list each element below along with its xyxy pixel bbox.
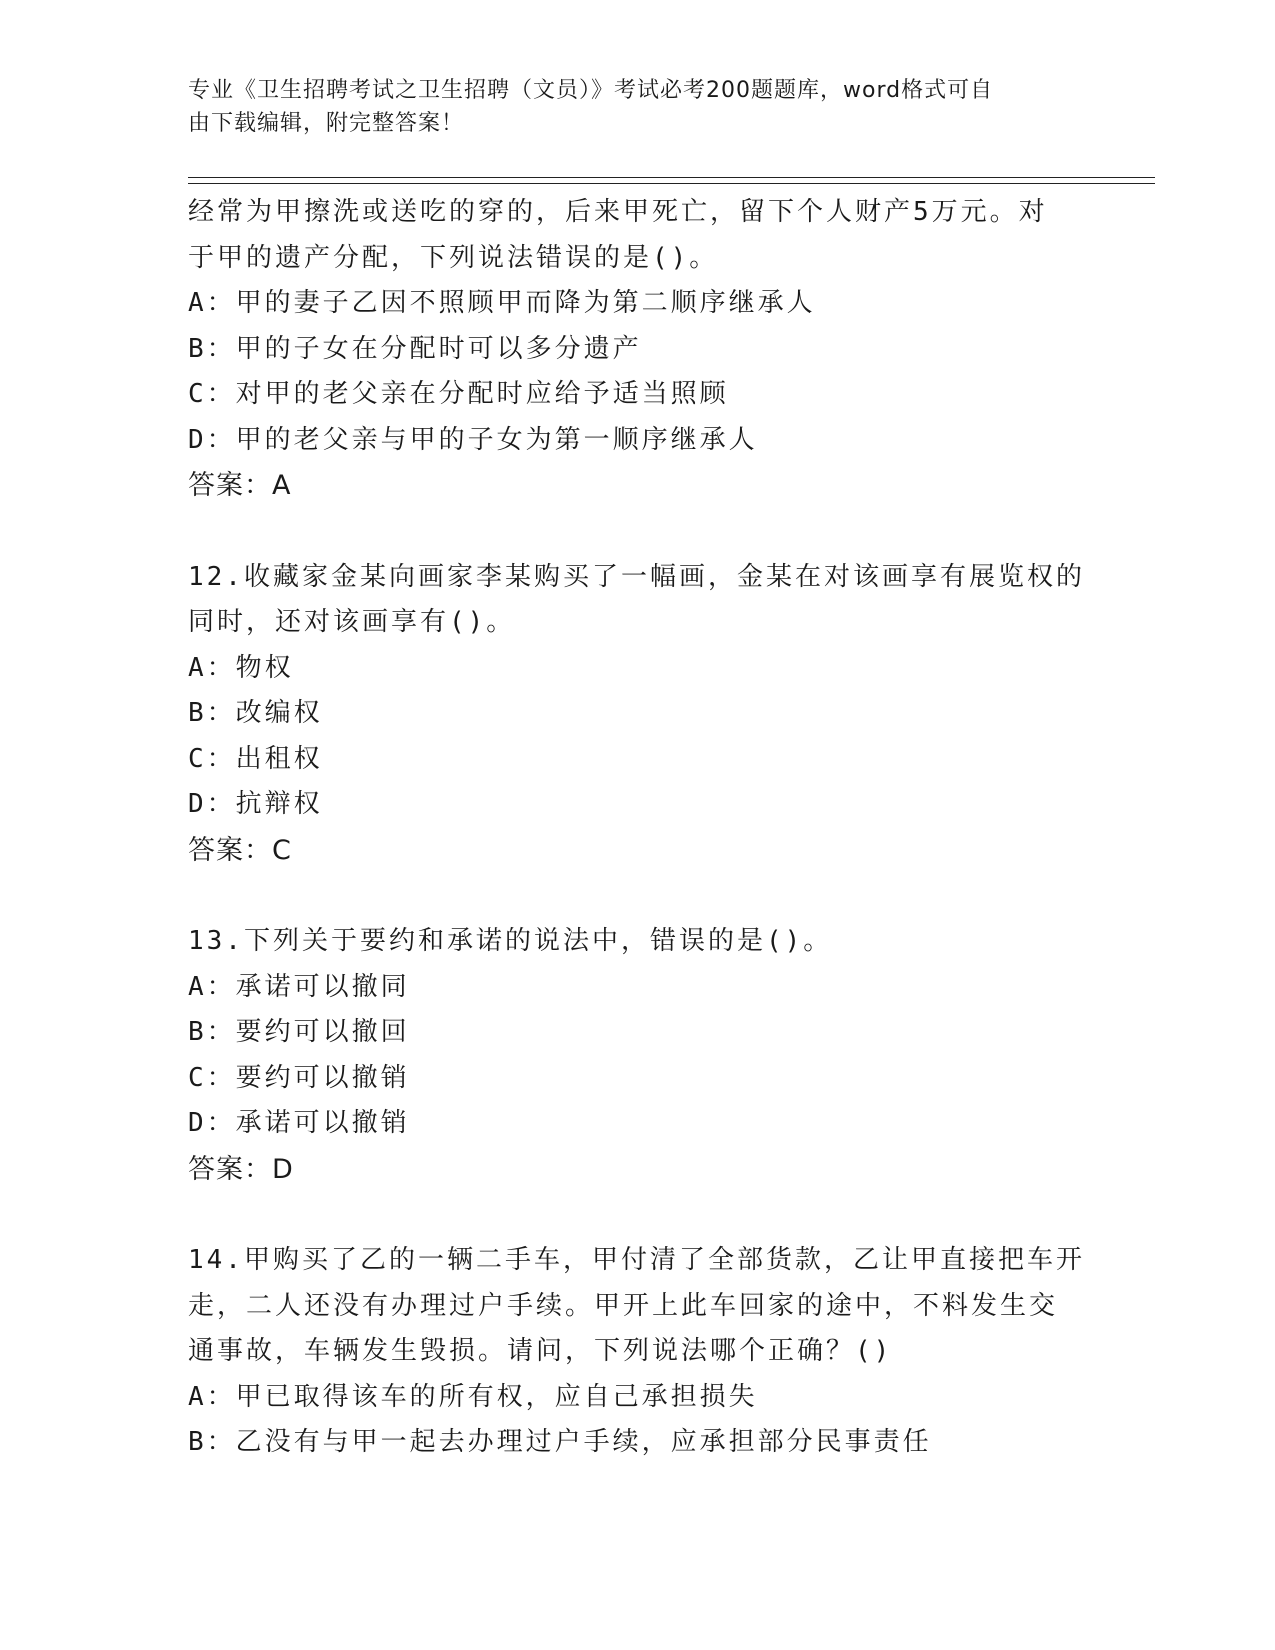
question-stem-line: 于甲的遗产分配，下列说法错误的是()。 <box>188 242 719 273</box>
question-13 <box>188 919 1188 1192</box>
question-stem-line: 12.收藏家金某向画家李某购买了一幅画，金某在对该画享有展览权的 <box>188 561 1085 592</box>
question-stem-line: 经常为甲擦洗或送吃的穿的，后来甲死亡，留下个人财产5万元。对 <box>188 197 1048 227</box>
header-divider-bottom <box>188 183 1155 184</box>
option-a: A：甲已取得该车的所有权，应自己承担损失 <box>188 1381 758 1412</box>
question-11 <box>188 190 1188 509</box>
option-a: A：承诺可以撤同 <box>188 971 410 1002</box>
question-spacer <box>188 1192 1188 1238</box>
option-d: D：抗辩权 <box>188 789 323 819</box>
document-body <box>188 190 1188 1466</box>
answer: 答案：A <box>188 470 292 501</box>
option-c: C：要约可以撤销 <box>188 1062 410 1093</box>
option-b: B：改编权 <box>188 698 323 728</box>
document-header <box>188 74 1088 140</box>
option-c: C：出租权 <box>188 743 323 774</box>
header-line-1: 专业《卫生招聘考试之卫生招聘（文员）》考试必考200题题库，word格式可自 <box>188 78 994 103</box>
question-12 <box>188 555 1188 874</box>
header-line-2: 由下载编辑，附完整答案！ <box>188 111 465 136</box>
question-stem-line: 通事故，车辆发生毁损。请问，下列说法哪个正确？() <box>188 1336 893 1366</box>
option-c: C：对甲的老父亲在分配时应给予适当照顾 <box>188 379 729 409</box>
question-spacer <box>188 873 1188 919</box>
option-b: B：要约可以撤回 <box>188 1017 410 1047</box>
question-stem-line: 13.下列关于要约和承诺的说法中，错误的是()。 <box>188 926 833 956</box>
option-a: A：甲的妻子乙因不照顾甲而降为第二顺序继承人 <box>188 288 816 318</box>
question-stem-line: 走，二人还没有办理过户手续。甲开上此车回家的途中，不料发生交 <box>188 1290 1059 1321</box>
question-stem-line: 14.甲购买了乙的一辆二手车，甲付清了全部货款，乙让甲直接把车开 <box>188 1245 1085 1275</box>
answer: 答案：C <box>188 834 292 866</box>
option-d: D：承诺可以撤销 <box>188 1108 410 1138</box>
question-stem-line: 同时，还对该画享有()。 <box>188 607 516 637</box>
option-d: D：甲的老父亲与甲的子女为第一顺序继承人 <box>188 424 758 455</box>
answer: 答案：D <box>188 1153 294 1185</box>
question-spacer <box>188 509 1188 555</box>
question-14 <box>188 1238 1188 1466</box>
option-b: B：甲的子女在分配时可以多分遗产 <box>188 333 642 364</box>
option-b: B：乙没有与甲一起去办理过户手续，应承担部分民事责任 <box>188 1427 932 1457</box>
option-a: A：物权 <box>188 652 294 683</box>
header-divider-top <box>188 177 1155 178</box>
